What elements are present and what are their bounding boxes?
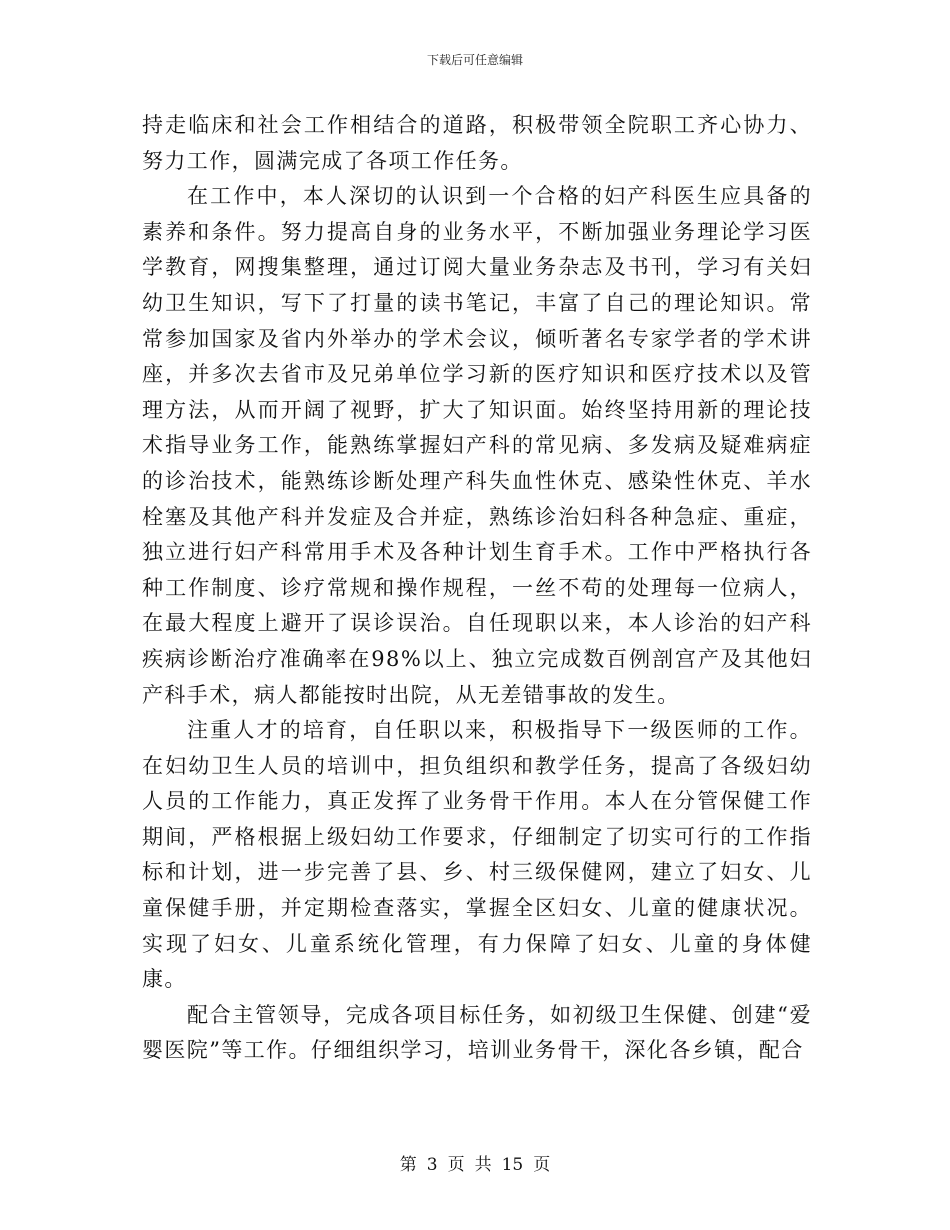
paragraph-professional-development: 在工作中，本人深切的认识到一个合格的妇产科医生应具备的素养和条件。努力提高自身的业务水平，不断加强业务理论学习医学教育，网搜集整理，通过订阅大量业务杂志及书刊，学习有关妇幼卫生知识，写下了打量的读书笔记，丰富了自己的理论知识。常常参加国家及省内外举办的学术会议，倾听著名专家学者的学术讲座，并多次去省市及兄弟单位学习新的医疗知识和医疗技术以及管理方法，从而开阔了视野，扩大了知识面。始终坚持用新的理论技术指导业务工作，能熟练掌握妇产科的常见病、多发病及疑难病症的诊治技术，能熟练诊断处理产科失血性休克、感染性休克、羊水栓塞及其他产科并发症及合并症，熟练诊治妇科各种急症、重症，独立进行妇产科常用手术及各种计划生育手术。工作中严格执行各种工作制度、诊疗常规和操作规程，一丝不苟的处理每一位病人，在最大程度上避开了误诊误治。自任现职以来，本人诊治的妇产科疾病诊断治疗准确率在98%以上、独立完成数百例剖宫产及其他妇产科手术，病人都能按时出院，从无差错事故的发生。 [142, 184, 812, 707]
footer-label-total: 共 [474, 1155, 492, 1175]
paragraph-continuation: 持走临床和社会工作相结合的道路，积极带领全院职工齐心协力、努力工作，圆满完成了各项工作任务。 [142, 113, 812, 173]
paragraph-target-tasks: 配合主管领导，完成各项目标任务，如初级卫生保健、创建“爱婴医院”等工作。仔细组织学习，培训业务骨干，深化各乡镇，配合 [142, 1002, 812, 1063]
document-body [142, 108, 812, 1069]
footer-label-end: 页 [533, 1155, 551, 1175]
footer-total-pages: 15 [501, 1155, 524, 1175]
page-footer [0, 1154, 950, 1176]
footer-label-page: 第 [399, 1155, 417, 1175]
footer-label-of: 页 [447, 1155, 465, 1175]
page-header: 下载后可任意编辑 [426, 53, 523, 67]
footer-current-page: 3 [426, 1155, 438, 1175]
paragraph-talent-training: 注重人才的培育，自任职以来，积极指导下一级医师的工作。在妇幼卫生人员的培训中，担负组织和教学任务，提高了各级妇幼人员的工作能力，真正发挥了业务骨干作用。本人在分管保健工作期间，严格根据上级妇幼工作要求，仔细制定了切实可行的工作指标和计划，进一步完善了县、乡、村三级保健网，建立了妇女、儿童保健手册，并定期检查落实，掌握全区妇女、儿童的健康状况。实现了妇女、儿童系统化管理，有力保障了妇女、儿童的身体健康。 [142, 718, 812, 992]
